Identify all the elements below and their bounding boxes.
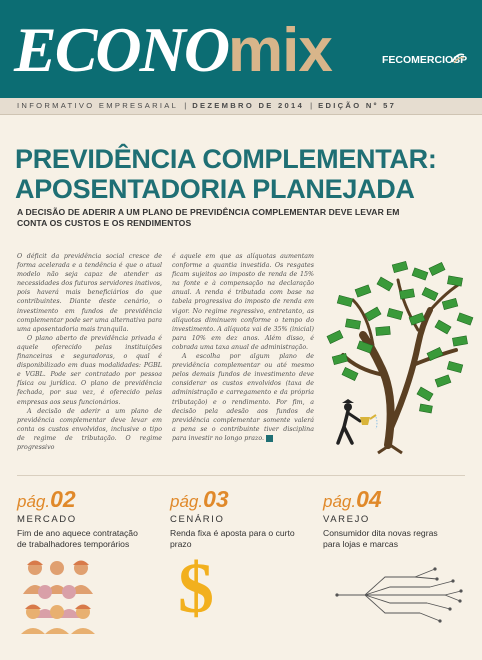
end-of-article-icon <box>266 435 273 442</box>
page-number: 04 <box>356 486 382 512</box>
paragraph: A decisão de aderir a um plano de previdência complementar deve levar em conta os custos envolvidos, inclusive o tipo de regime de tributação. O regime progressivo <box>17 407 162 451</box>
page-word: pág. <box>17 492 51 511</box>
page-reference <box>323 486 463 513</box>
page-reference <box>17 486 157 513</box>
headline-line-2: APOSENTADORIA PLANEJADA <box>15 174 415 204</box>
page-reference <box>170 486 310 513</box>
workers-group-icon <box>17 556 105 634</box>
teaser-description: Consumidor dita novas regras para lojas e marcas <box>323 528 438 549</box>
paragraph: é aquele em que as alíquotas aumentam conforme a quantia investida. Os resgates ficam sujeitos ao imposto de renda de 15% na fonte e à compensação na declaração anual. A renda é tributada com base na tabela progressiva do imposto de renda em vigor. No regime regressivo, entretanto, as alíquotas diminuem conforme o tempo do investimento. A alíquota vai de 35% (inicial) para 10% em dez anos. Além disso, é cobrada uma taxa anual de administração. <box>172 253 314 351</box>
page-word: pág. <box>323 492 357 511</box>
section-title: CENÁRIO <box>170 514 225 525</box>
money-tree-illustration <box>318 255 478 455</box>
page-number: 02 <box>50 486 76 512</box>
info-bar: INFORMATIVO EMPRESARIAL | DEZEMBRO DE 2014 | EDIÇÃO Nº 57 <box>0 98 482 115</box>
logo-main: ECONO <box>14 14 229 85</box>
article-headline <box>15 144 455 204</box>
page-word: pág. <box>170 492 204 511</box>
logo-accent: mix <box>228 16 332 85</box>
teaser-cenario[interactable] <box>170 486 310 549</box>
network-lines-icon <box>335 565 465 625</box>
issue-date: DEZEMBRO DE 2014 <box>192 101 305 110</box>
teaser-varejo[interactable] <box>323 486 463 549</box>
fecomercio-brand: FECOMERCIOSP <box>382 54 468 66</box>
paragraph: O déficit da previdência social cresce de forma acelerada e a tendência é que o atual modelo não seja capaz de atender as necessidades dos futuros servidores inativos, pois haverá mais beneficiários do que contribuintes. Diante deste cenário, o investimento em fundos de previdência complementar pode ser uma alternativa para uma aposentadoria mais tranquila. <box>17 253 162 333</box>
paragraph: A escolha por algum plano de previdência complementar ou até mesmo pelos demais fundos de investimento deve considerar os custos envolvidos (taxa de administração e carregamento e da própria tributação) e o rendimento. Por fim, a decisão pela adesão aos fundos de previdência complementar somente valerá a pena se o contribuinte tiver disciplina para investir no longo prazo. <box>172 353 314 442</box>
fecomercio-mark-icon <box>451 52 465 64</box>
section-title: MERCADO <box>17 514 77 525</box>
article-column-2 <box>172 252 314 443</box>
dollar-sign-icon: $ <box>178 548 214 628</box>
paragraph: O plano aberto de previdência privada é aquele oferecido pelas instituições financeiras e seguradoras, o qual é disponibilizado em duas modalidades: PGBL e VGBL. Pode ser contratado por pessoa física ou jurídica. O plano de previdência fechada, por sua vez, é oferecido pelas empresas aos seus funcionários. <box>17 334 162 406</box>
gardener-figure <box>338 399 377 443</box>
teaser-description: Fim de ano aquece contratação de trabalhadores temporários <box>17 528 138 549</box>
economix-logo <box>14 14 332 85</box>
article-column-1 <box>17 252 162 452</box>
teaser-mercado[interactable] <box>17 486 157 549</box>
publication-type: INFORMATIVO EMPRESARIAL <box>17 101 179 110</box>
section-divider <box>17 475 465 476</box>
section-title: VAREJO <box>323 514 370 525</box>
edition-number: EDIÇÃO Nº 57 <box>318 101 397 110</box>
masthead <box>0 0 482 98</box>
teaser-description: Renda fixa é aposta para o curto prazo <box>170 528 295 549</box>
page-number: 03 <box>203 486 229 512</box>
article-subhead: A DECISÃO DE ADERIR A UM PLANO DE PREVIDÊNCIA COMPLEMENTAR DEVE LEVAR EM CONTA OS CUSTOS E OS RENDIMENTOS <box>17 207 400 228</box>
headline-line-1: PREVIDÊNCIA COMPLEMENTAR: <box>15 144 437 174</box>
